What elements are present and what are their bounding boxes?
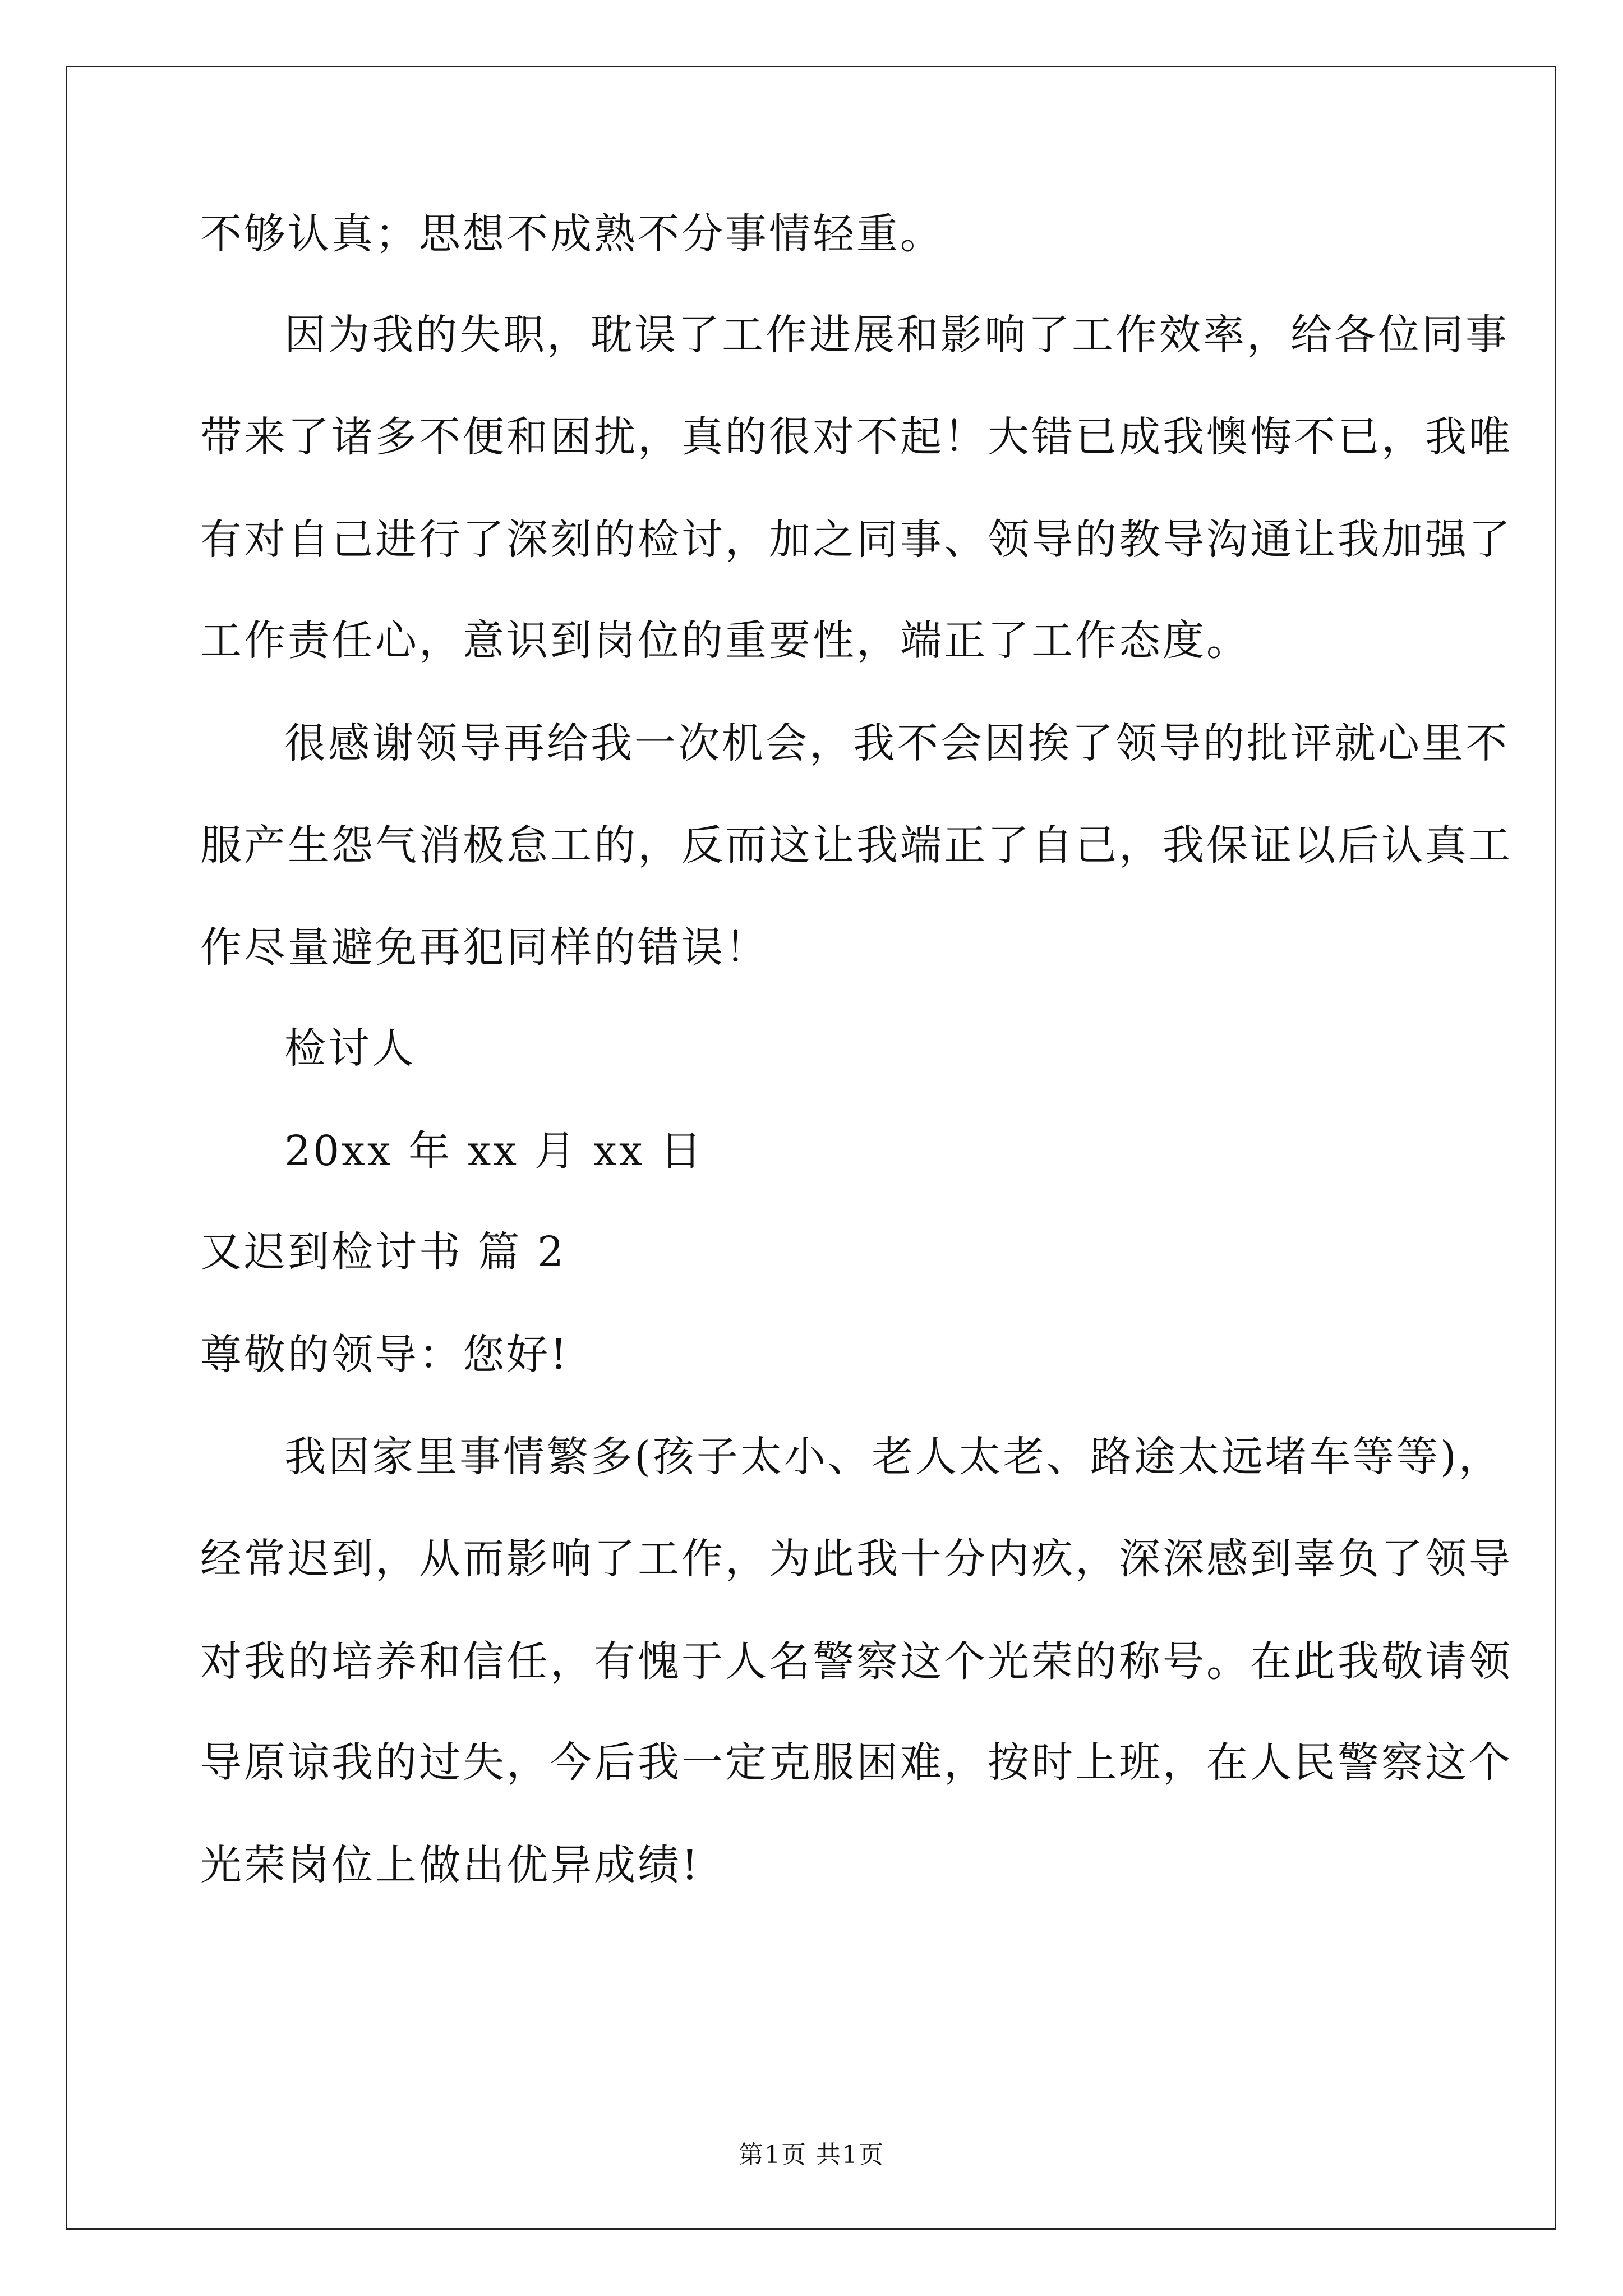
salutation: 尊敬的领导：您好! [200, 1331, 569, 1379]
text-line: 检讨人 [284, 1024, 416, 1073]
page-footer: 第1页 共1页 [739, 2141, 884, 2169]
date-line: 20xx 年 xx 月 xx 日 [284, 1127, 704, 1175]
text-line: 不够认真；思想不成熟不分事情轻重。 [200, 210, 944, 258]
text-line: 因为我的失职，耽误了工作进展和影响了工作效率，给各位同事 [284, 311, 1509, 359]
text-line: 有对自己进行了深刻的检讨，加之同事、领导的教导沟通让我加强了 [200, 516, 1513, 564]
text-line: 很感谢领导再给我一次机会，我不会因挨了领导的批评就心里不 [284, 719, 1509, 767]
text-line: 工作责任心，意识到岗位的重要性，端正了工作态度。 [200, 616, 1250, 665]
text-line: 我因家里事情繁多(孩子太小、老人太老、路途太远堵车等等)， [284, 1433, 1502, 1481]
text-line: 光荣岗位上做出优异成绩! [200, 1841, 700, 1889]
text-line: 作尽量避免再犯同样的错误！ [200, 923, 769, 972]
text-line: 对我的培养和信任，有愧于人名警察这个光荣的称号。在此我敬请领 [200, 1637, 1513, 1686]
text-line: 经常迟到，从而影响了工作，为此我十分内疚，深深感到辜负了领导 [200, 1535, 1513, 1583]
section-heading: 又迟到检讨书 篇 2 [200, 1228, 566, 1276]
text-line: 服产生怨气消极怠工的，反而这让我端正了自己，我保证以后认真工 [200, 821, 1513, 869]
text-line: 带来了诸多不便和困扰，真的很对不起！大错已成我懊悔不已，我唯 [200, 413, 1513, 461]
text-line: 导原谅我的过失，今后我一定克服困难，按时上班，在人民警察这个 [200, 1738, 1513, 1787]
